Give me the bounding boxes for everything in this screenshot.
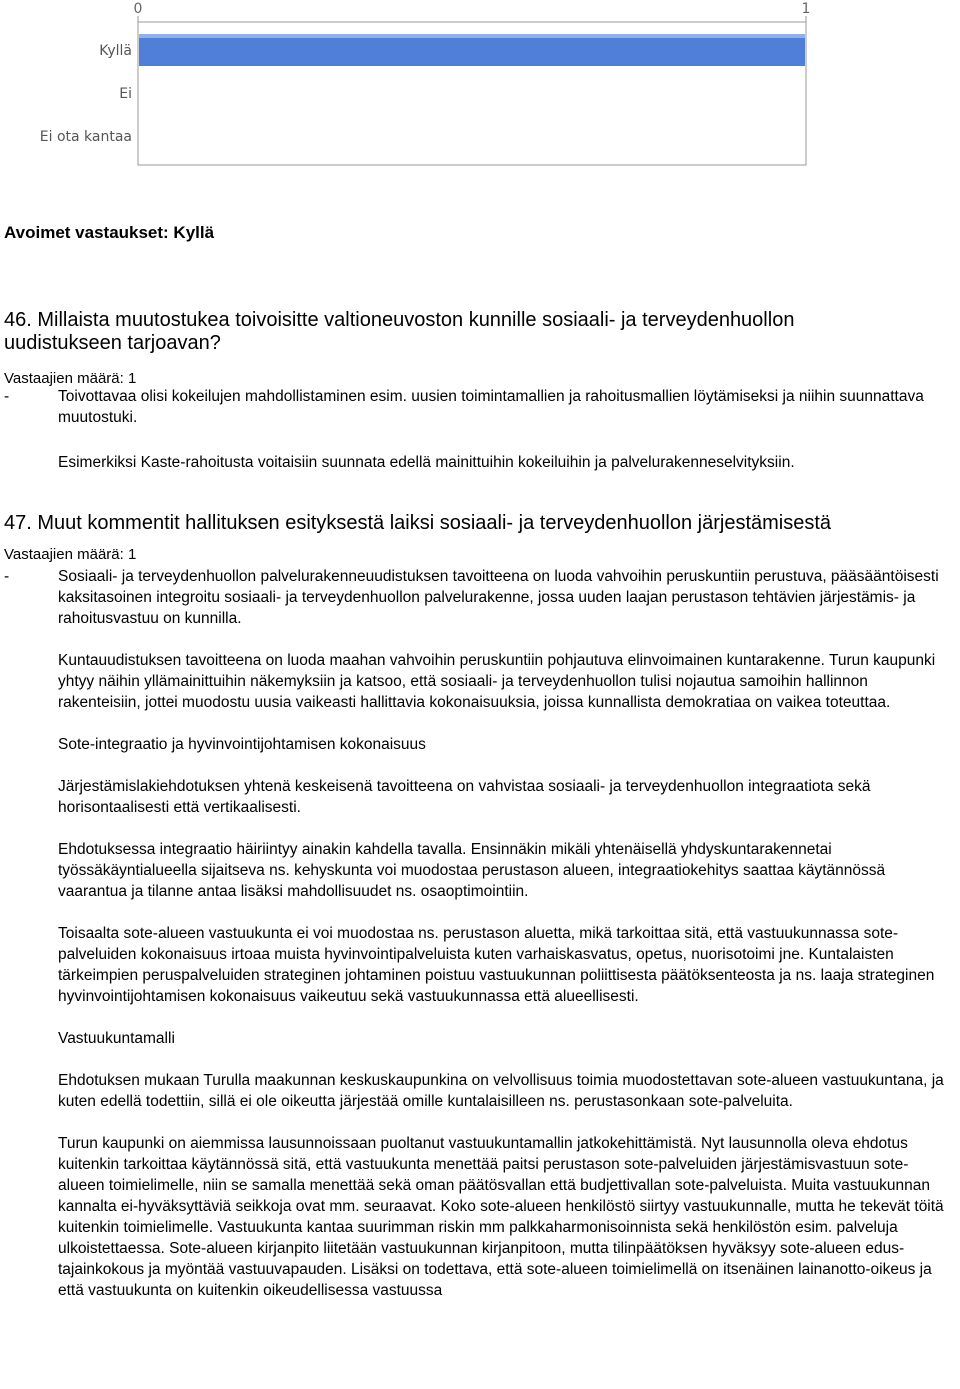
- category-label: Kyllä: [99, 43, 132, 59]
- x-tick-label: 1: [801, 1, 811, 17]
- bar-highlight: [139, 34, 805, 38]
- answer-paragraph: Sosiaali- ja terveydenhuollon palvelurakenneuudistuksen tavoitteena on luoda vahvoihin peruskuntiin perustuva, pääsääntöisesti kaksitasoinen integroitu sosiaali- ja terveydenhuollon palvelurakenne, jossa uuden laajan perustason tehtävien järjestämis- ja rahoitusvastuu on kunnilla.: [58, 568, 939, 627]
- bar-chart-svg: [0, 0, 960, 175]
- section-title: Avoimet vastaukset: Kyllä: [4, 223, 215, 242]
- answer-dash: -: [4, 568, 10, 585]
- bar: [139, 34, 805, 66]
- answer-paragraph: Ehdotuksessa integraatio häiriintyy ainakin kahdella tavalla. Ensinnäkin mikäli yhtenäisellä yhdyskuntarakennetai työssäkäyntialueella sijaitseva ns. kehyskunta voi muodostaa perustason alueen, integraatiokehitys saattaa käytännössä vaarantua ja tilanne antaa lisäksi mahdollisuudet ns. osaoptimointiin.: [58, 841, 886, 900]
- answer-paragraph: Sote-integraatio ja hyvinvointijohtamisen kokonaisuus: [58, 736, 426, 753]
- answer-paragraph: Kuntauudistuksen tavoitteena on luoda maahan vahvoihin peruskuntiin pohjautuva elinvoimainen kuntarakenne. Turun kaupunki yhtyy näihin yllämainittuihin näkemyksiin ja katsoo, että sosiaali- ja terveydenhuollon tulisi nojautua samoihin hallinnon rakenteisiin, jottei muodostu uusia vaikeasti hallittavia kokonaisuuksia, joissa kunnallista demokratiaa on vaikea toteuttaa.: [58, 652, 936, 711]
- question-47-respondent-count: Vastaajien määrä: 1: [4, 546, 137, 563]
- answer-paragraph: Ehdotuksen mukaan Turulla maakunnan keskuskaupunkina on velvollisuus toimia muodostettavan sote-alueen vastuukuntana, ja kuten edellä todettiin, sillä ei ole oikeutta järjestää omille kuntalaisilleen ns. perustasonkaan sote-palveluita.: [58, 1072, 944, 1110]
- bar-chart: [0, 0, 960, 175]
- answer-paragraph: Turun kaupunki on aiemmissa lausunnoissaan puoltanut vastuukuntamallin jatkokehittämistä. Nyt lausunnolla oleva ehdotus kuitenkin tarkoittaa käytännössä sitä, että vastuukunta menettää paitsi perustason sote-palveluiden järjestämisvastuun sote-alueen toimielimelle, niin se samalla menettää sekä oman päätösvallan että budjettivallan sote-palveluista. Muita vastuukunnan kannalta ei-hyväksyttäviä seikkoja ovat mm. seuraavat. Koko sote-alueen henkilöstö siirtyy vastuukunnalle, mutta he tekevät töitä kuitenkin toimielimelle. Vastuukunta kantaa suurimman riskin mm palkkaharmonisoinnista sekä henkilöstön esim. palveluja ulkoistettaessa. Sote-alueen kirjanpito liitetään vastuukunnan kirjanpitoon, mutta tilinpäätöksen hyväksyy sote-alueen edus-tajainkokous ja myöntää vastuuvapauden. Lisäksi on todettava, että sote-alueen toimielimellä on itsenäinen lainanotto-oikeus ja että vastuukunta on kuitenkin oikeudellisessa vastuussa: [58, 1135, 944, 1299]
- answer-paragraph: Järjestämislakiehdotuksen yhtenä keskeisenä tavoitteena on vahvistaa sosiaali- ja terveydenhuollon integraatiota sekä horisontaalisesti että vertikaalisesti.: [58, 778, 871, 816]
- question-46-answer: [4, 386, 954, 497]
- answer-paragraph: Vastuukuntamalli: [58, 1030, 175, 1047]
- category-label: Ei ota kantaa: [39, 129, 132, 145]
- answer-paragraph: Toivottavaa olisi kokeilujen mahdollistaminen esim. uusien toimintamallien ja rahoitusmallien löytämiseksi ja niihin suunnattava muutostuki.: [58, 388, 924, 426]
- question-47-title: 47. Muut kommentit hallituksen esityksestä laiksi sosiaali- ja terveydenhuollon järjestämisestä: [4, 512, 832, 534]
- question-47-answer: [4, 566, 954, 1322]
- question-46-title: 46. Millaista muutostukea toivoisitte valtioneuvoston kunnille sosiaali- ja terveydenhuollon uudistukseen tarjoavan?: [4, 309, 795, 354]
- answer-dash: -: [4, 388, 10, 405]
- x-tick-label: 0: [133, 1, 143, 17]
- category-label: Ei: [119, 86, 132, 102]
- answer-paragraph: Toisaalta sote-alueen vastuukunta ei voi muodostaa ns. perustason aluetta, mikä tarkoittaa sitä, että vastuukunnassa sote-palveluiden kokonaisuus irtoaa muista hyvinvointipalveluista kuten varhaiskasvatus, opetus, nuorisotoimi jne. Kuntalaisten tärkeimpien peruspalveluiden strateginen johtaminen poistuu vastuukunnan poliittisesta päätöksenteosta ja ns. laaja strateginen hyvinvointijohtamisen kokonaisuus vaikeutuu sekä vastuukunnassa että alueellisesti.: [58, 925, 935, 1005]
- answer-paragraph: Esimerkiksi Kaste-rahoitusta voitaisiin suunnata edellä mainittuihin kokeiluihin ja palvelurakenneselvityksiin.: [58, 454, 795, 471]
- question-46-respondent-count: Vastaajien määrä: 1: [4, 370, 137, 387]
